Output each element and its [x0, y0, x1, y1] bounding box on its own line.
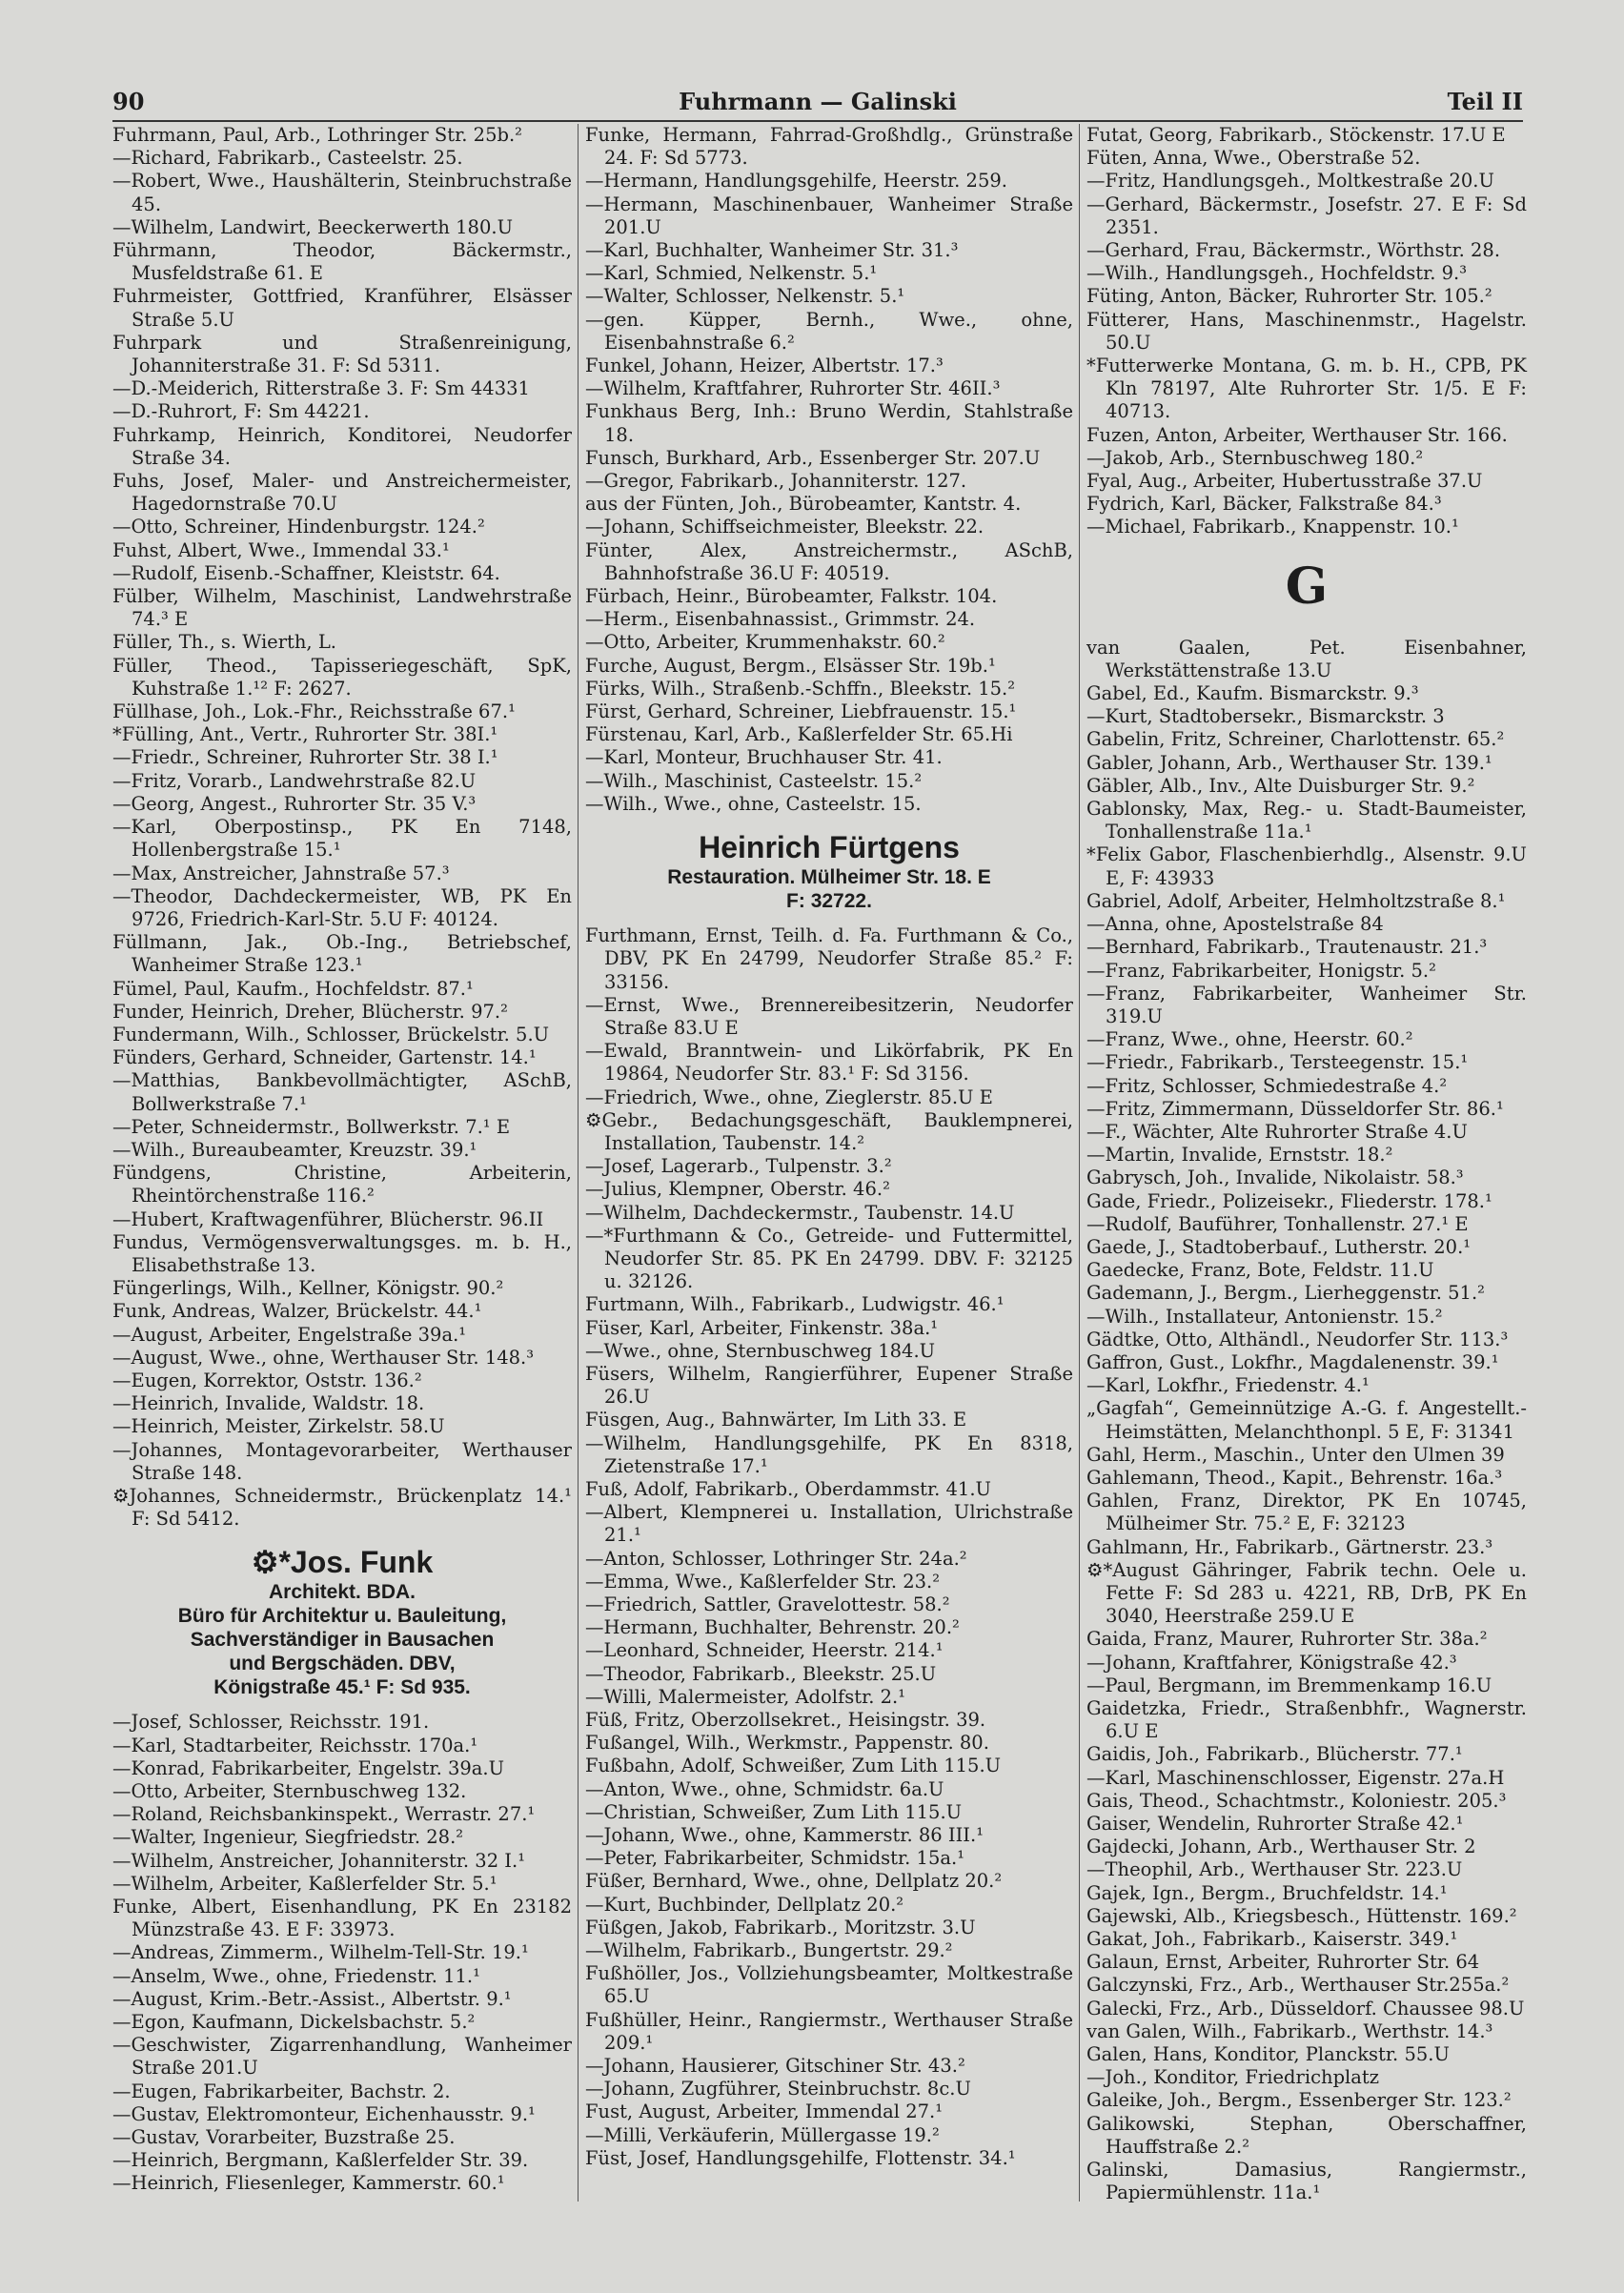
column-right [1086, 124, 1527, 2204]
directory-entry: Fütterer, Hans, Maschinenmstr., Hagelstr. 50.U [1086, 308, 1527, 354]
directory-entry: Gahlmann, Hr., Fabrikarb., Gärtnerstr. 23.³ [1086, 1535, 1493, 1558]
directory-entry: *Futterwerke Montana, G. m. b. H., CPB, PK Kln 78197, Alte Ruhrorter Str. 1/5. E F: 40713. [1086, 355, 1527, 423]
directory-entry: —Herm., Eisenbahnassist., Grimmstr. 24. [585, 608, 976, 631]
directory-entry: —Franz, Wwe., ohne, Heerstr. 60.² [1086, 1028, 1413, 1051]
directory-entry: —Heinrich, Fliesenleger, Kammerstr. 60.¹ [112, 2172, 505, 2195]
advertisement [585, 829, 1073, 913]
directory-entry: Füßgen, Jakob, Fabrikarb., Moritzstr. 3.U [585, 1916, 976, 1938]
directory-entry: —Wilhelm, Anstreicher, Johanniterstr. 32 I.¹ [112, 1849, 526, 1872]
part-label: Teil II [1447, 88, 1523, 115]
directory-entry: —Johannes, Montagevorarbeiter, Werthauser Straße 148. [112, 1438, 572, 1484]
directory-entry: —Eugen, Korrektor, Oststr. 136.² [112, 1369, 422, 1391]
directory-entry: Galaun, Ernst, Arbeiter, Ruhrorter Str. 64 [1086, 1951, 1480, 1974]
directory-entry: Fuhrmeister, Gottfried, Kranführer, Elsässer Straße 5.U [112, 285, 572, 331]
directory-entry: Füllhase, Joh., Lok.-Fhr., Reichsstraße 67.¹ [112, 700, 516, 723]
directory-entry: —Geschwister, Zigarrenhandlung, Wanheimer Straße 201.U [112, 2034, 572, 2080]
directory-entry: —Gregor, Fabrikarb., Johanniterstr. 127. [585, 470, 967, 493]
directory-entry: —Anselm, Wwe., ohne, Friedenstr. 11.¹ [112, 1964, 480, 1987]
directory-entry: —Heinrich, Invalide, Waldstr. 18. [112, 1392, 425, 1415]
directory-entry: Fußhüller, Heinr., Rangiermstr., Werthauser Straße 209.¹ [585, 2008, 1073, 2054]
directory-entry: —Fritz, Vorarb., Landwehrstraße 82.U [112, 769, 477, 792]
directory-entry: Gaedecke, Franz, Bote, Feldstr. 11.U [1086, 1259, 1434, 1282]
directory-entry: —Wilhelm, Landwirt, Beeckerwerth 180.U [112, 215, 514, 238]
directory-entry: —Karl, Monteur, Bruchhauser Str. 41. [585, 746, 943, 769]
directory-entry: —Walter, Schlosser, Nelkenstr. 5.¹ [585, 285, 905, 308]
column-divider [1079, 124, 1080, 2202]
advertisement-line: Sachverständiger in Bausachen [190, 1629, 495, 1652]
directory-entry: Füller, Th., s. Wierth, L. [112, 631, 336, 654]
directory-entry: Gaidis, Joh., Fabrikarb., Blücherstr. 77.¹ [1086, 1743, 1463, 1766]
directory-entry: —Max, Anstreicher, Jahnstraße 57.³ [112, 862, 450, 884]
directory-entry: Gaida, Franz, Maurer, Ruhrorter Str. 38a.² [1086, 1628, 1488, 1651]
directory-entry: Fuhrpark und Straßenreinigung, Johanniterstraße 31. F: Sd 5311. [112, 331, 572, 377]
directory-entry: Gaiser, Wendelin, Ruhrorter Straße 42.¹ [1086, 1813, 1464, 1836]
advertisement-line: Königstraße 45.¹ F: Sd 935. [213, 1676, 471, 1699]
directory-entry: Furthmann, Ernst, Teilh. d. Fa. Furthmann & Co., DBV, PK En 24799, Neudorfer Straße 85.² F: 33156. [585, 924, 1073, 993]
directory-entry: —Matthias, Bankbevollmächtigter, ASchB, Bollwerkstraße 7.¹ [112, 1069, 572, 1115]
running-title: Fuhrmann — Galinski [679, 88, 957, 115]
page-header [112, 88, 1523, 122]
directory-entry: —August, Krim.-Betr.-Assist., Albertstr. 9.¹ [112, 1987, 512, 2010]
directory-entry: Füllmann, Jak., Ob.-Ing., Betriebschef, Wanheimer Straße 123.¹ [112, 931, 572, 977]
directory-entry: —Roland, Reichsbankinspekt., Werrastr. 27.¹ [112, 1803, 536, 1826]
directory-entry: Fürbach, Heinr., Bürobeamter, Falkstr. 104. [585, 585, 998, 608]
directory-entry: Fuzen, Anton, Arbeiter, Werthauser Str. 166. [1086, 423, 1508, 446]
directory-entry: —Karl, Stadtarbeiter, Reichsstr. 170a.¹ [112, 1734, 478, 1756]
directory-entry: Fußangel, Wilh., Werkmstr., Pappenstr. 80. [585, 1732, 989, 1755]
directory-entry: Gädtke, Otto, Althändl., Neudorfer Str. 113.³ [1086, 1328, 1509, 1350]
directory-entry: —Otto, Arbeiter, Krummenhakstr. 60.² [585, 631, 945, 654]
advertisement-line: und Bergschäden. DBV, [229, 1653, 456, 1675]
directory-entry: Fydrich, Karl, Bäcker, Falkstraße 84.³ [1086, 493, 1442, 516]
directory-entry: Furtmann, Wilh., Fabrikarb., Ludwigstr. 46.¹ [585, 1293, 1005, 1316]
directory-entry: Fümel, Paul, Kaufm., Hochfeldstr. 87.¹ [112, 977, 474, 1000]
directory-entry: Fuhs, Josef, Maler- und Anstreichermeister, Hagedornstraße 70.U [112, 470, 572, 516]
advertisement-title: Heinrich Fürtgens [699, 830, 960, 865]
directory-entry: Galecki, Frz., Arb., Düsseldorf. Chaussee 98.U [1086, 1997, 1525, 2019]
directory-entry: —Gustav, Elektromonteur, Eichenhausstr. 9.¹ [112, 2102, 536, 2125]
directory-entry: Fust, August, Arbeiter, Immendal 27.¹ [585, 2100, 944, 2123]
directory-entry: —August, Wwe., ohne, Werthauser Str. 148.³ [112, 1346, 535, 1369]
directory-entry: Füngerlings, Wilh., Kellner, Königstr. 90.² [112, 1277, 504, 1300]
directory-entry: aus der Fünten, Joh., Bürobeamter, Kantstr. 4. [585, 493, 1022, 516]
directory-entry: Füller, Theod., Tapisseriegeschäft, SpK, Kuhstraße 1.¹² F: 2627. [112, 654, 572, 700]
directory-entry: —Michael, Fabrikarb., Knappenstr. 10.¹ [1086, 516, 1459, 538]
directory-entry: Galeike, Joh., Bergm., Essenberger Str. 123.² [1086, 2089, 1512, 2112]
directory-entry: Gabriel, Adolf, Arbeiter, Helmholtzstraße 8.¹ [1086, 889, 1506, 912]
directory-entry: —Hermann, Maschinenbauer, Wanheimer Straße 201.U [585, 193, 1073, 238]
directory-entry: Fuß, Adolf, Fabrikarb., Oberdammstr. 41.U [585, 1477, 991, 1500]
directory-entry: Gahl, Herm., Maschin., Unter den Ulmen 39 [1086, 1443, 1505, 1466]
directory-entry: —Willi, Malermeister, Adolfstr. 2.¹ [585, 1685, 906, 1708]
directory-entry: Fürst, Gerhard, Schreiner, Liebfrauenstr. 15.¹ [585, 700, 1017, 723]
directory-entry: ⚙*August Gähringer, Fabrik techn. Oele u. Fette F: Sd 283 u. 4221, RB, DrB, PK En 3040, Heerstraße 259.U E [1086, 1558, 1527, 1628]
directory-entry: —Robert, Wwe., Haushälterin, Steinbruchstraße 45. [112, 170, 572, 215]
directory-entry: —Bernhard, Fabrikarb., Trautenaustr. 21.³ [1086, 936, 1488, 959]
directory-entry: Gais, Theod., Schachtmstr., Koloniestr. 205.³ [1086, 1789, 1507, 1812]
column-middle [585, 124, 1073, 2170]
directory-entry: —Jakob, Arb., Sternbuschweg 180.² [1086, 446, 1424, 469]
directory-entry: —Friedr., Fabrikarb., Tersteegenstr. 15.¹ [1086, 1051, 1469, 1074]
directory-entry: —Leonhard, Schneider, Heerstr. 214.¹ [585, 1639, 944, 1662]
directory-entry: —Friedr., Schreiner, Ruhrorter Str. 38 I.¹ [112, 746, 498, 769]
advertisement-line: Architekt. BDA. [268, 1581, 416, 1604]
directory-entry: —Anna, ohne, Apostelstraße 84 [1086, 913, 1384, 936]
directory-entry: —Emma, Wwe., Kaßlerfelder Str. 23.² [585, 1570, 941, 1593]
directory-entry: —Johann, Hausierer, Gitschiner Str. 43.² [585, 2055, 965, 2078]
directory-entry: —Heinrich, Meister, Zirkelstr. 58.U [112, 1415, 445, 1438]
directory-entry: —Rudolf, Eisenb.-Schaffner, Kleiststr. 64. [112, 561, 500, 584]
section-letter: G [1285, 557, 1329, 616]
directory-entry: —Franz, Fabrikarbeiter, Wanheimer Str. 319.U [1086, 982, 1527, 1027]
directory-entry: Fünders, Gerhard, Schneider, Gartenstr. 14.¹ [112, 1046, 537, 1069]
directory-entry: Funkel, Johann, Heizer, Albertstr. 17.³ [585, 355, 944, 377]
directory-entry: —Otto, Schreiner, Hindenburgstr. 124.² [112, 516, 485, 538]
directory-entry: Gabelin, Fritz, Schreiner, Charlottenstr. 65.² [1086, 728, 1505, 751]
directory-entry: Füst, Josef, Handlungsgehilfe, Flottenstr. 34.¹ [585, 2146, 1016, 2169]
directory-entry: —Wilh., Installateur, Antonienstr. 15.² [1086, 1305, 1443, 1328]
directory-entry: —Theodor, Fabrikarb., Bleekstr. 25.U [585, 1662, 937, 1685]
directory-entry: Gabel, Ed., Kaufm. Bismarckstr. 9.³ [1086, 682, 1419, 705]
directory-entry: Fyal, Aug., Arbeiter, Hubertusstraße 37.U [1086, 470, 1483, 493]
advertisement [112, 1544, 572, 1699]
directory-entry: —Josef, Schlosser, Reichsstr. 191. [112, 1711, 430, 1734]
directory-entry: —Ewald, Branntwein- und Likörfabrik, PK En 19864, Neudorfer Str. 83.¹ F: Sd 3156. [585, 1040, 1073, 1086]
directory-entry: —Wwe., ohne, Sternbuschweg 184.U [585, 1339, 936, 1362]
directory-entry: —Wilh., Handlungsgeh., Hochfeldstr. 9.³ [1086, 262, 1468, 285]
directory-entry: —August, Arbeiter, Engelstraße 39a.¹ [112, 1323, 467, 1346]
directory-entry: Gajdecki, Johann, Arb., Werthauser Str. 2 [1086, 1836, 1476, 1858]
directory-entry: Gajek, Ign., Bergm., Bruchfeldstr. 14.¹ [1086, 1881, 1448, 1904]
directory-entry: Gablonsky, Max, Reg.- u. Stadt-Baumeister, Tonhallenstraße 11a.¹ [1086, 798, 1527, 843]
directory-entry: —Milli, Verkäuferin, Müllergasse 19.² [585, 2123, 940, 2146]
directory-entry: —Franz, Fabrikarbeiter, Honigstr. 5.² [1086, 959, 1436, 982]
directory-entry: —Anton, Schlosser, Lothringer Str. 24a.² [585, 1547, 967, 1570]
page-number: 90 [112, 88, 145, 115]
directory-entry: Galczynski, Frz., Arb., Werthauser Str.255a.² [1086, 1974, 1510, 1997]
directory-entry: Fuhrmann, Paul, Arb., Lothringer Str. 25b.² [112, 124, 522, 146]
directory-entry: —D.-Ruhrort, F: Sm 44221. [112, 400, 370, 423]
directory-entry: —Peter, Fabrikarbeiter, Schmidstr. 15a.¹ [585, 1847, 965, 1870]
directory-entry: —Friedrich, Sattler, Gravelottestr. 58.² [585, 1593, 950, 1615]
directory-entry: Fürstenau, Karl, Arb., Kaßlerfelder Str. 65.Hi [585, 723, 1013, 746]
directory-entry: —Konrad, Fabrikarbeiter, Engelstr. 39a.U [112, 1756, 505, 1779]
directory-entry: —Wilh., Maschinist, Casteelstr. 15.² [585, 769, 923, 792]
directory-entry: —Kurt, Stadtobersekr., Bismarckstr. 3 [1086, 705, 1445, 728]
directory-entry: Gahlemann, Theod., Kapit., Behrenstr. 16a.³ [1086, 1466, 1503, 1489]
directory-entry: —F., Wächter, Alte Ruhrorter Straße 4.U [1086, 1120, 1468, 1143]
directory-entry: —Gerhard, Bäckermstr., Josefstr. 27. E F: Sd 2351. [1086, 193, 1527, 238]
column-divider [578, 124, 579, 2202]
directory-entry: —Johann, Zugführer, Steinbruchstr. 8c.U [585, 2078, 971, 2100]
directory-entry: ⚙Gebr., Bedachungsgeschäft, Bauklempnerei, Installation, Taubenstr. 14.² [585, 1108, 1073, 1154]
advertisement-line: Restauration. Mülheimer Str. 18. E [667, 866, 991, 889]
directory-entry: —Joh., Konditor, Friedrichplatz [1086, 2066, 1380, 2089]
directory-entry: Gade, Friedr., Polizeisekr., Fliederstr. 178.¹ [1086, 1189, 1492, 1212]
directory-entry: Füser, Karl, Arbeiter, Finkenstr. 38a.¹ [585, 1316, 939, 1339]
directory-entry: Galen, Hans, Konditor, Planckstr. 55.U [1086, 2043, 1450, 2066]
directory-entry: Futat, Georg, Fabrikarb., Stöckenstr. 17.U E [1086, 124, 1506, 146]
directory-entry: —Kurt, Buchbinder, Dellplatz 20.² [585, 1893, 904, 1916]
directory-entry: Füß, Fritz, Oberzollsekret., Heisingstr. 39. [585, 1709, 986, 1731]
directory-entry: —Fritz, Handlungsgeh., Moltkestraße 20.U [1086, 170, 1494, 193]
directory-entry: Gäbler, Alb., Inv., Alte Duisburger Str. 9.² [1086, 774, 1475, 797]
directory-entry: —Johann, Kraftfahrer, Königstraße 42.³ [1086, 1651, 1457, 1674]
directory-entry: —Hermann, Handlungsgehilfe, Heerstr. 259. [585, 170, 1007, 193]
directory-entry: van Galen, Wilh., Fabrikarb., Werthstr. 14.³ [1086, 2019, 1493, 2042]
directory-entry: Fuhrkamp, Heinrich, Konditorei, Neudorfer Straße 34. [112, 423, 572, 469]
directory-entry: —Ernst, Wwe., Brennereibesitzerin, Neudorfer Straße 83.U E [585, 993, 1073, 1039]
directory-entry: *Fülling, Ant., Vertr., Ruhrorter Str. 38I.¹ [112, 723, 498, 746]
directory-entry: —Wilhelm, Arbeiter, Kaßlerfelder Str. 5.¹ [112, 1872, 497, 1895]
directory-entry: —Johann, Wwe., ohne, Kammerstr. 86 III.¹ [585, 1824, 985, 1847]
directory-entry: —Wilh., Wwe., ohne, Casteelstr. 15. [585, 792, 922, 815]
directory-entry: —Josef, Lagerarb., Tulpenstr. 3.² [585, 1155, 892, 1178]
directory-entry: —Friedrich, Wwe., ohne, Zieglerstr. 85.U E [585, 1086, 993, 1108]
directory-entry: —Wilhelm, Dachdeckermstr., Taubenstr. 14.U [585, 1201, 1015, 1224]
directory-entry: —gen. Küpper, Bernh., Wwe., ohne, Eisenbahnstraße 6.² [585, 308, 1073, 354]
advertisement-line: Büro für Architektur u. Bauleitung, [177, 1605, 507, 1628]
directory-entry: —Karl, Schmied, Nelkenstr. 5.¹ [585, 262, 878, 285]
directory-entry: —Egon, Kaufmann, Dickelsbachstr. 5.² [112, 2011, 476, 2034]
directory-entry: Führmann, Theodor, Bäckermstr., Musfeldstraße 61. E [112, 239, 572, 285]
directory-entry: Gabrysch, Joh., Invalide, Nikolaistr. 58.³ [1086, 1167, 1464, 1189]
directory-entry: —Karl, Lokfhr., Friedenstr. 4.¹ [1086, 1374, 1370, 1397]
directory-entry: —Gustav, Vorarbeiter, Buzstraße 25. [112, 2126, 456, 2149]
directory-entry: Füsers, Wilhelm, Rangierführer, Eupener Straße 26.U [585, 1362, 1073, 1409]
directory-entry: —Karl, Maschinenschlosser, Eigenstr. 27a.H [1086, 1766, 1505, 1789]
directory-entry: —Richard, Fabrikarb., Casteelstr. 25. [112, 147, 463, 170]
directory-entry: Galinski, Damasius, Rangiermstr., Papiermühlenstr. 11a.¹ [1086, 2159, 1527, 2204]
directory-entry: —Fritz, Schlosser, Schmiedestraße 4.² [1086, 1074, 1448, 1097]
directory-entry: —Anton, Wwe., ohne, Schmidstr. 6a.U [585, 1777, 944, 1800]
directory-entry: —Paul, Bergmann, im Bremmenkamp 16.U [1086, 1674, 1492, 1696]
directory-entry: —Wilhelm, Fabrikarb., Bungertstr. 29.² [585, 1939, 953, 1962]
directory-entry: Füten, Anna, Wwe., Oberstraße 52. [1086, 147, 1421, 170]
directory-entry: Gademann, J., Bergm., Lierheggenstr. 51.² [1086, 1282, 1485, 1305]
directory-entry: —Heinrich, Bergmann, Kaßlerfelder Str. 39. [112, 2149, 529, 2172]
column-left [112, 124, 572, 2196]
directory-entry: Gahlen, Franz, Direktor, PK En 10745, Mülheimer Str. 75.² E, F: 32123 [1086, 1490, 1527, 1535]
directory-entry: —Karl, Buchhalter, Wanheimer Str. 31.³ [585, 239, 959, 262]
directory-entry: Funder, Heinrich, Dreher, Blücherstr. 97.² [112, 1000, 508, 1023]
directory-entry: Gaede, J., Stadtoberbauf., Lutherstr. 20.¹ [1086, 1235, 1472, 1258]
directory-entry: Fußhöller, Jos., Vollziehungsbeamter, Moltkestraße 65.U [585, 1962, 1073, 2008]
directory-entry: —Martin, Invalide, Ernststr. 18.² [1086, 1144, 1393, 1167]
directory-entry: Gajewski, Alb., Kriegsbesch., Hüttenstr. 169.² [1086, 1904, 1517, 1927]
directory-entry: Fünter, Alex, Anstreichermstr., ASchB, Bahnhofstraße 36.U F: 40519. [585, 538, 1073, 584]
directory-entry: Funkhaus Berg, Inh.: Bruno Werdin, Stahlstraße 18. [585, 400, 1073, 446]
directory-entry: —Julius, Klempner, Oberstr. 46.² [585, 1178, 890, 1201]
directory-entry: Fürks, Wilh., Straßenb.-Schffn., Bleekstr. 15.² [585, 677, 1016, 700]
directory-entry: —*Furthmann & Co., Getreide- und Futtermittel, Neudorfer Str. 85. PK En 24799. DBV. F: 32125 u. 32126. [585, 1224, 1073, 1293]
directory-entry: —Otto, Arbeiter, Sternbuschweg 132. [112, 1780, 467, 1802]
directory-entry: Furche, August, Bergm., Elsässer Str. 19b.¹ [585, 654, 996, 677]
directory-entry: —Karl, Oberpostinsp., PK En 7148, Hollenbergstraße 15.¹ [112, 816, 572, 862]
directory-entry: —Hermann, Buchhalter, Behrenstr. 20.² [585, 1616, 960, 1639]
directory-entry: —Rudolf, Bauführer, Tonhallenstr. 27.¹ E [1086, 1212, 1469, 1235]
directory-entry: Füßer, Bernhard, Wwe., ohne, Dellplatz 20.² [585, 1870, 1003, 1893]
advertisement-title: ⚙*Jos. Funk [251, 1545, 434, 1580]
directory-entry: Fülber, Wilhelm, Maschinist, Landwehrstraße 74.³ E [112, 585, 572, 631]
directory-entry: —Eugen, Fabrikarbeiter, Bachstr. 2. [112, 2080, 451, 2102]
directory-entry: —Hubert, Kraftwagenführer, Blücherstr. 96.II [112, 1207, 544, 1230]
directory-entry: *Felix Gabor, Flaschenbierhdlg., Alsenstr. 9.U E, F: 43933 [1086, 843, 1527, 889]
directory-entry: —D.-Meiderich, Ritterstraße 3. F: Sm 44331 [112, 377, 530, 400]
directory-entry: —Walter, Ingenieur, Siegfriedstr. 28.² [112, 1826, 464, 1849]
directory-entry: —Georg, Angest., Ruhrorter Str. 35 V.³ [112, 792, 477, 815]
directory-entry: ⚙Johannes, Schneidermstr., Brückenplatz 14.¹ F: Sd 5412. [112, 1484, 572, 1531]
directory-entry: Gaidetzka, Friedr., Straßenbhfr., Wagnerstr. 6.U E [1086, 1697, 1527, 1743]
directory-entry: Fundermann, Wilh., Schlosser, Brückelstr. 5.U [112, 1023, 550, 1045]
directory-entry: —Theophil, Arb., Werthauser Str. 223.U [1086, 1858, 1463, 1881]
advertisement-line: F: 32722. [786, 890, 872, 913]
directory-entry: Gaffron, Gust., Lokfhr., Magdalenenstr. 39.¹ [1086, 1350, 1499, 1373]
directory-entry: Gabler, Johann, Arb., Werthauser Str. 139.¹ [1086, 751, 1492, 774]
directory-entry: —Wilhelm, Handlungsgehilfe, PK En 8318, Zietenstraße 17.¹ [585, 1431, 1073, 1477]
directory-entry: Füsgen, Aug., Bahnwärter, Im Lith 33. E [585, 1409, 967, 1431]
directory-entry: Funk, Andreas, Walzer, Brückelstr. 44.¹ [112, 1300, 482, 1323]
directory-entry: Fußbahn, Adolf, Schweißer, Zum Lith 115.U [585, 1755, 1002, 1777]
directory-entry: „Gagfah“, Gemeinnützige A.-G. f. Angestellt.-Heimstätten, Melanchthonpl. 5 E, F: 31341 [1086, 1397, 1527, 1443]
directory-entry: Füting, Anton, Bäcker, Ruhrorter Str. 105.² [1086, 285, 1492, 308]
directory-entry: Fündgens, Christine, Arbeiterin, Rheintörchenstraße 116.² [112, 1162, 572, 1207]
directory-entry: —Johann, Schiffseichmeister, Bleekstr. 22. [585, 516, 985, 538]
directory-entry: Galikowski, Stephan, Oberschaffner, Hauffstraße 2.² [1086, 2112, 1527, 2158]
directory-entry: —Wilhelm, Kraftfahrer, Ruhrorter Str. 46II.³ [585, 377, 1001, 400]
directory-entry: Funke, Albert, Eisenhandlung, PK En 23182 Münzstraße 43. E F: 33973. [112, 1896, 572, 1941]
directory-entry: Fuhst, Albert, Wwe., Immendal 33.¹ [112, 538, 450, 561]
directory-entry: —Wilh., Bureaubeamter, Kreuzstr. 39.¹ [112, 1138, 477, 1161]
directory-entry: —Albert, Klempnerei u. Installation, Ulrichstraße 21.¹ [585, 1501, 1073, 1547]
directory-entry: van Gaalen, Pet. Eisenbahner, Werkstättenstraße 13.U [1086, 636, 1527, 681]
directory-entry: —Fritz, Zimmermann, Düsseldorfer Str. 86.¹ [1086, 1097, 1504, 1120]
directory-entry: Funke, Hermann, Fahrrad-Großhdlg., Grünstraße 24. F: Sd 5773. [585, 124, 1073, 170]
directory-entry: Gakat, Joh., Fabrikarb., Kaiserstr. 349.¹ [1086, 1928, 1458, 1951]
directory-entry: —Andreas, Zimmerm., Wilhelm-Tell-Str. 19.¹ [112, 1941, 529, 1964]
directory-entry: Fundus, Vermögensverwaltungsges. m. b. H., Elisabethstraße 13. [112, 1230, 572, 1276]
directory-entry: —Peter, Schneidermstr., Bollwerkstr. 7.¹ E [112, 1115, 511, 1138]
directory-entry: —Gerhard, Frau, Bäckermstr., Wörthstr. 28. [1086, 239, 1501, 262]
directory-entry: Funsch, Burkhard, Arb., Essenberger Str. 207.U [585, 446, 1041, 469]
directory-entry: —Christian, Schweißer, Zum Lith 115.U [585, 1800, 963, 1823]
directory-entry: —Theodor, Dachdeckermeister, WB, PK En 9726, Friedrich-Karl-Str. 5.U F: 40124. [112, 884, 572, 930]
